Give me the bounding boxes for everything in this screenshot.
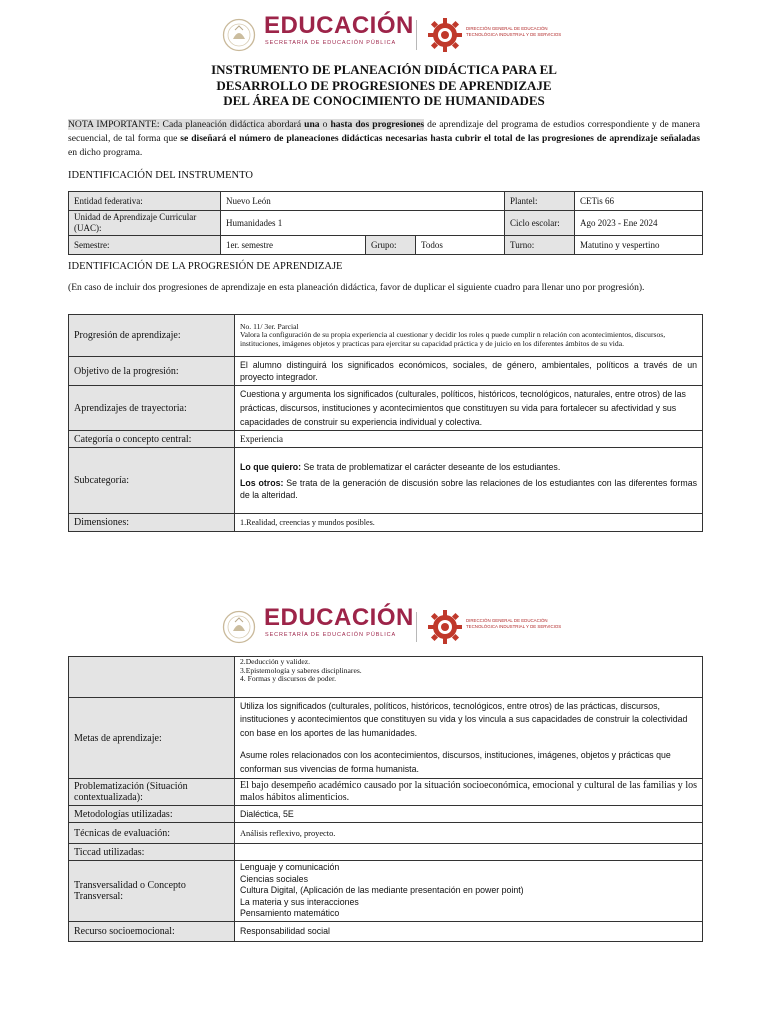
national-seal-icon (222, 610, 256, 644)
document-title (0, 62, 768, 109)
subcategoria-lead-2: Los otros: (240, 477, 284, 488)
note-text-3: de aprendizaje del programa de estudios correspondiente y de manera secuencial, de tal forma que (68, 119, 701, 144)
table-row (69, 657, 703, 698)
education-logo-subtitle: SECRETARÍA DE EDUCACIÓN PÚBLICA (265, 40, 397, 46)
dgeti-gear-icon (428, 610, 462, 644)
progression-description: Valora la configuración de su propia experiencia al cuestionar y decidir los roles q puede cumplir n relación con acontecimientos, discursos, instituciones, imágenes objetos y practicas para ejercitar su capacidad práctica y de juicio en los diferentes ámbitos de su vida. (240, 330, 666, 348)
tecnicas-label: Técnicas de evaluación: (69, 823, 235, 844)
note-bold-3: se diseñará el número de planeaciones didácticas necesarias hasta cubrir el total de las progresiones de aprendizaje señaladas (180, 133, 700, 144)
instrument-table (68, 191, 703, 255)
trayectoria-label: Aprendizajes de trayectoria: (69, 386, 235, 431)
metas-paragraph-1: Utiliza los significados (culturales, políticos, históricos, tecnológicos, entre otros) de las prácticas, discursos, instituciones y acontecimientos que constituyen su vida y los vincula a sus capacidades de construir la colectividad con base en los aportes de las humanidades. (240, 700, 688, 738)
dgeti-text (466, 618, 561, 629)
note-text-1: Cada planeación didáctica abordará (159, 119, 305, 130)
continuation-table (68, 656, 703, 942)
metas-value (235, 698, 703, 779)
plantel-value: CETis 66 (575, 192, 703, 211)
dimensiones-value: 1.Realidad, creencias y mundos posibles. (235, 514, 703, 532)
dgeti-line-2: TECNOLÓGICA INDUSTRIAL Y DE SERVICIOS (466, 31, 562, 37)
title-line-2: DESARROLLO DE PROGRESIONES DE APRENDIZAJE (216, 77, 552, 93)
subcategoria-text-2: Se trata de la generación de discusión sobre las relaciones de los estudiantes con las diferentes formas de la alteridad. (240, 477, 697, 500)
education-logo-word: EDUCACIÓN (264, 604, 414, 631)
table-row (69, 921, 703, 941)
section-heading-instrument: IDENTIFICACIÓN DEL INSTRUMENTO (68, 170, 253, 181)
logo-divider (416, 612, 417, 642)
transversalidad-label: Transversalidad o Concepto Transversal: (69, 861, 235, 922)
header-logos (222, 604, 562, 652)
table-row (69, 211, 703, 236)
table-row (69, 823, 703, 844)
section-heading-progression: IDENTIFICACIÓN DE LA PROGRESIÓN DE APRENDIZAJE (68, 261, 343, 272)
table-row (69, 448, 703, 514)
objetivo-value: El alumno distinguirá los significados económicos, sociales, de género, ambientales, políticos a través de un proyecto integrador. (235, 357, 703, 386)
table-row (69, 861, 703, 922)
categoria-label: Categoría o concepto central: (69, 431, 235, 448)
subcategoria-lead-1: Lo que quiero: (240, 461, 302, 472)
dgeti-line-2: TECNOLÓGICA INDUSTRIAL Y DE SERVICIOS (466, 623, 562, 629)
progression-number: No. 11/ 3er. Parcial (240, 321, 299, 331)
dimension-item-3: 3.Epistemología y saberes disciplinares. (240, 665, 362, 675)
transversalidad-item: Cultura Digital, (Aplicación de las mediante presentación en power point) (240, 885, 524, 895)
dimensiones-continued-label (69, 657, 235, 698)
national-seal-icon (222, 18, 256, 52)
progression-label: Progresión de aprendizaje: (69, 315, 235, 357)
table-row (69, 431, 703, 448)
table-row (69, 192, 703, 211)
note-bold-1: una (304, 119, 320, 130)
note-bold-2: hasta dos progresiones (330, 119, 425, 130)
turno-value: Matutino y vespertino (575, 236, 703, 255)
recurso-value: Responsabilidad social (235, 921, 703, 941)
table-row (69, 357, 703, 386)
plantel-label: Plantel: (505, 192, 575, 211)
dgeti-line-1: DIRECCIÓN GENERAL DE EDUCACIÓN (466, 26, 548, 31)
uac-value: Humanidades 1 (221, 211, 505, 236)
problematizacion-label: Problematización (Situación contextualizada): (69, 779, 235, 806)
important-note (68, 118, 700, 160)
transversalidad-item: La materia y sus interacciones (240, 896, 359, 907)
metas-paragraph-2: Asume roles relacionados con los acontecimientos, discursos, instituciones, imágenes, objetos y prácticas que conforman sus vivencias de forma humanista. (240, 750, 671, 774)
transversalidad-value (235, 861, 703, 922)
note-text-2: o (319, 119, 331, 130)
note-text-4: en dicho programa. (68, 147, 143, 158)
progression-note: (En caso de incluir dos progresiones de aprendizaje en esta planeación didáctica, favor de duplicar el siguiente cuadro para llenar uno por progresión). (68, 282, 645, 293)
turno-label: Turno: (505, 236, 575, 255)
note-lead (68, 119, 424, 130)
title-line-3: DEL ÁREA DE CONOCIMIENTO DE HUMANIDADES (223, 93, 545, 108)
dimension-item-2: 2.Deducción y validez. (240, 657, 311, 666)
entidad-label: Entidad federativa: (69, 192, 221, 211)
uac-label: Unidad de Aprendizaje Curricular (UAC): (69, 211, 221, 236)
categoria-value: Experiencia (235, 431, 703, 448)
subcategoria-label: Subcategoría: (69, 448, 235, 514)
transversalidad-item: Lenguaje y comunicación (240, 862, 340, 872)
ciclo-label: Ciclo escolar: (505, 211, 575, 236)
education-logo-word: EDUCACIÓN (264, 12, 414, 39)
table-row (69, 806, 703, 823)
table-row (69, 844, 703, 861)
logo-divider (416, 20, 417, 50)
subcategoria-item-1 (240, 461, 697, 473)
note-lead-text: NOTA IMPORTANTE: (68, 119, 160, 130)
table-row (69, 779, 703, 806)
grupo-label: Grupo: (366, 236, 416, 255)
transversalidad-item: Ciencias sociales (240, 873, 308, 884)
semestre-label: Semestre: (69, 236, 221, 255)
dgeti-gear-icon (428, 18, 462, 52)
table-row (69, 514, 703, 532)
dimensiones-label: Dimensiones: (69, 514, 235, 532)
subcategoria-text-1: Se trata de problematizar el carácter deseante de los estudiantes. (301, 461, 561, 472)
table-row (69, 386, 703, 431)
dgeti-line-1: DIRECCIÓN GENERAL DE EDUCACIÓN (466, 618, 548, 623)
recurso-label: Recurso socioemocional: (69, 921, 235, 941)
metodologias-label: Metodologías utilizadas: (69, 806, 235, 823)
subcategoria-value (235, 448, 703, 514)
progression-table (68, 314, 703, 532)
document-page-2 (0, 590, 768, 1024)
progression-value (235, 315, 703, 357)
tecnicas-value: Análisis reflexivo, proyecto. (235, 823, 703, 844)
dgeti-text (466, 26, 561, 37)
table-row (69, 236, 703, 255)
objetivo-label: Objetivo de la progresión: (69, 357, 235, 386)
problematizacion-value: El bajo desempeño académico causado por la situación socioeconómica, emocional y cultural de las familias y los malos hábitos alimenticios. (235, 779, 703, 806)
dimensiones-continued-value (235, 657, 703, 698)
trayectoria-value: Cuestiona y argumenta los significados (culturales, políticos, históricos, tecnológicos, naturales, entre otros) de las prácticas, discursos, instituciones y acontecimientos que constituyen su vida para fortalecer su afectividad y sus capacidades de construir su experiencia individual y colectiva. (235, 386, 703, 431)
entidad-value: Nuevo León (221, 192, 505, 211)
dimension-item-4: 4. Formas y discursos de poder. (240, 674, 336, 684)
education-logo-subtitle: SECRETARÍA DE EDUCACIÓN PÚBLICA (265, 632, 397, 638)
ciclo-value: Ago 2023 - Ene 2024 (575, 211, 703, 236)
grupo-value: Todos (416, 236, 505, 255)
subcategoria-item-2 (240, 477, 697, 501)
ticcad-value (235, 844, 703, 861)
table-row (69, 698, 703, 779)
table-row (69, 315, 703, 357)
header-logos (222, 12, 562, 60)
metas-label: Metas de aprendizaje: (69, 698, 235, 779)
ticcad-label: Ticcad utilizadas: (69, 844, 235, 861)
semestre-value: 1er. semestre (221, 236, 366, 255)
transversalidad-item: Pensamiento matemático (240, 908, 340, 918)
metodologias-value: Dialéctica, 5E (235, 806, 703, 823)
title-line-1: INSTRUMENTO DE PLANEACIÓN DIDÁCTICA PARA EL (211, 62, 557, 77)
